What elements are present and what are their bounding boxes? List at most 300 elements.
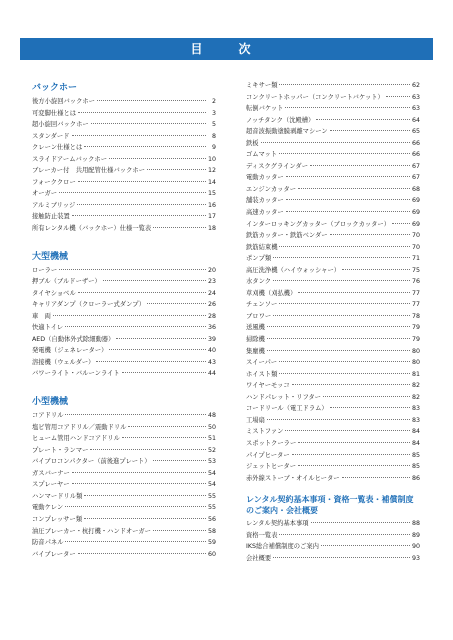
toc-entry[interactable] <box>246 207 420 219</box>
toc-entry-page: 69 <box>411 209 420 217</box>
dot-leader <box>279 373 410 374</box>
dot-leader <box>103 280 206 281</box>
toc-entry[interactable] <box>246 115 420 127</box>
dot-leader <box>77 204 206 205</box>
toc-entry-page: 39 <box>207 335 216 343</box>
dot-leader <box>286 199 410 200</box>
toc-entry[interactable] <box>246 369 420 381</box>
toc-entry-page: 12 <box>207 167 216 175</box>
toc-entry-page: 16 <box>207 201 216 209</box>
toc-entry[interactable] <box>246 288 420 300</box>
toc-entry-page: 10 <box>207 155 216 163</box>
toc-entry-label: 水タンク <box>246 278 272 286</box>
toc-entry-page: 77 <box>411 301 420 309</box>
toc-entry-label: バワーライト・バルーンライト <box>32 370 120 378</box>
dot-leader <box>65 326 206 327</box>
toc-entry[interactable] <box>246 357 420 369</box>
toc-entry[interactable] <box>246 126 420 138</box>
toc-entry-label: スライドアームバックホー <box>32 155 107 163</box>
section-title: 小型機械 <box>32 397 69 408</box>
toc-entry[interactable] <box>32 165 216 177</box>
toc-entry[interactable] <box>246 334 420 346</box>
toc-entry[interactable] <box>246 299 420 311</box>
toc-entry[interactable] <box>246 438 420 450</box>
toc-entry-page: 68 <box>411 185 420 193</box>
toc-entry[interactable] <box>246 530 420 542</box>
section-large-machinery <box>32 251 216 380</box>
toc-entry[interactable] <box>246 230 420 242</box>
dot-leader <box>147 169 206 170</box>
toc-entry-page: 77 <box>411 289 420 297</box>
toc-entry-page: 54 <box>207 469 216 477</box>
toc-entry[interactable] <box>246 80 420 92</box>
toc-entry-page: 70 <box>411 232 420 240</box>
toc-entry-label: スポットクーラー <box>246 439 297 447</box>
toc-entry[interactable] <box>246 541 420 553</box>
dot-leader <box>65 506 206 507</box>
toc-entry-page: 3 <box>211 109 216 117</box>
toc-entry-page: 15 <box>207 190 216 198</box>
toc-entry-label: バイブレーター <box>32 550 76 558</box>
toc-entry-label: ブロワー <box>246 312 272 320</box>
dot-leader <box>279 303 410 304</box>
toc-entry-label: コードリール（電工ドラム） <box>246 405 328 413</box>
toc-entry-page: 55 <box>207 492 216 500</box>
dot-leader <box>96 361 206 362</box>
dot-leader <box>72 135 206 136</box>
toc-entry[interactable] <box>246 322 420 334</box>
dot-leader <box>310 165 410 166</box>
dot-leader <box>330 130 410 131</box>
dot-leader <box>279 534 410 535</box>
dot-leader <box>78 181 206 182</box>
dot-leader <box>153 460 206 461</box>
toc-entry-page: 78 <box>411 312 420 320</box>
toc-entry-page: 50 <box>207 423 216 431</box>
toc-entry-page: 86 <box>411 474 420 482</box>
toc-entry-page: 84 <box>411 439 420 447</box>
toc-entry[interactable] <box>246 450 420 462</box>
dot-leader <box>286 211 410 212</box>
toc-entry[interactable] <box>32 537 216 549</box>
toc-entry[interactable] <box>246 461 420 473</box>
dot-leader <box>298 442 410 443</box>
toc-entry[interactable] <box>32 311 216 323</box>
toc-entry-label: 防音パネル <box>32 539 64 547</box>
toc-entry-label: 発電機（ジェネレーター） <box>32 347 108 355</box>
dot-leader <box>342 477 410 478</box>
toc-entry-label: キャリアダンプ（クローラー式ダンプ） <box>32 301 146 309</box>
toc-entry-page: 63 <box>411 93 420 101</box>
toc-entry[interactable] <box>32 299 216 311</box>
toc-entry[interactable] <box>246 392 420 404</box>
dot-leader <box>128 426 206 427</box>
toc-column-left <box>32 76 216 560</box>
dot-leader <box>59 192 206 193</box>
toc-entry-page: 76 <box>411 278 420 286</box>
toc-entry-label: 快適トイレ <box>32 324 64 332</box>
dot-leader <box>72 483 206 484</box>
toc-entry[interactable] <box>32 334 216 346</box>
dot-leader <box>279 361 410 362</box>
dot-leader <box>84 495 206 496</box>
toc-entry-label: フォーククロー <box>32 178 76 186</box>
toc-entry[interactable] <box>32 368 216 380</box>
dot-leader <box>273 257 410 258</box>
toc-entry[interactable] <box>246 380 420 392</box>
toc-entry[interactable] <box>246 253 420 265</box>
dot-leader <box>392 223 410 224</box>
toc-entry-label: コンプレッサー類 <box>32 515 83 523</box>
toc-entry-label: 油圧ブレーカー・杭打機・ハンドオーガー <box>32 527 151 535</box>
toc-entry-label: ミキサー類 <box>246 82 278 89</box>
toc-entry-page: 85 <box>411 463 420 471</box>
toc-entry-label: 送風機 <box>246 324 265 332</box>
dot-leader <box>330 407 410 408</box>
dot-leader <box>279 246 410 247</box>
dot-leader <box>109 158 206 159</box>
toc-entry-page: 52 <box>207 446 216 454</box>
toc-entry[interactable] <box>32 502 216 514</box>
toc-entry-page: 24 <box>207 289 216 297</box>
toc-entry[interactable] <box>32 433 216 445</box>
toc-entry[interactable] <box>32 108 216 120</box>
toc-entry-label: ハンマードリル類 <box>32 492 83 500</box>
toc-entry-page: 75 <box>411 266 420 274</box>
dot-leader <box>273 315 410 316</box>
toc-entry-page: 88 <box>411 520 420 528</box>
toc-entry-page: 82 <box>411 382 420 390</box>
toc-entry[interactable] <box>32 526 216 538</box>
toc-entry-label: 高圧洗浄機（ハイウォッシャー） <box>246 266 341 274</box>
dot-leader <box>273 557 410 558</box>
toc-entry[interactable] <box>32 276 216 288</box>
toc-entry-label: 会社概要 <box>246 554 272 562</box>
toc-entry[interactable] <box>246 553 420 565</box>
toc-entry[interactable] <box>246 149 420 161</box>
toc-entry[interactable] <box>246 172 420 184</box>
toc-entry-label: 電動ケレン <box>32 504 64 512</box>
toc-entry-page: 83 <box>411 416 420 424</box>
section-rental-info <box>246 494 420 564</box>
toc-entry[interactable] <box>246 403 420 415</box>
toc-entry[interactable] <box>32 96 216 108</box>
dot-leader <box>53 315 206 316</box>
toc-entry-page: 8 <box>211 132 216 140</box>
toc-entry-page: 67 <box>411 162 420 170</box>
toc-entry-label: 掃除機 <box>246 336 265 344</box>
dot-leader <box>78 553 206 554</box>
dot-leader <box>72 215 206 216</box>
toc-entry[interactable] <box>246 138 420 150</box>
toc-entry-label: ポンプ類 <box>246 255 272 263</box>
toc-entry-page: 53 <box>207 458 216 466</box>
toc-entry-label: 超音波振動塗膜剥離マシーン <box>246 128 328 136</box>
toc-entry-label: 鉄板 <box>246 139 259 147</box>
toc-entry-label: ワイヤーモッコ <box>246 382 290 390</box>
toc-entry-page: 63 <box>411 105 420 113</box>
toc-entry-label: ディスクグラインダー <box>246 162 309 170</box>
toc-entry-label: バイブロコンパクター（前後進プレート） <box>32 458 151 466</box>
dot-leader <box>72 472 206 473</box>
dot-leader <box>279 153 410 154</box>
dot-leader <box>273 280 410 281</box>
toc-entry[interactable] <box>246 426 420 438</box>
section-small-machinery <box>32 396 216 560</box>
toc-entry-page: 66 <box>411 139 420 147</box>
toc-entry-label: 集塵機 <box>246 347 265 355</box>
toc-entry-label: アルミブリッジ <box>32 201 76 209</box>
dot-leader <box>321 545 410 546</box>
toc-entry-page: 26 <box>207 301 216 309</box>
toc-entry-page: 54 <box>207 481 216 489</box>
dot-leader <box>285 107 410 108</box>
toc-entry[interactable] <box>246 518 420 530</box>
toc-entry-label: AED（自動体外式除細動器） <box>32 335 115 343</box>
section-title: 大型機械 <box>32 251 69 262</box>
toc-entry-page: 89 <box>411 531 420 539</box>
toc-entry-label: 溶接機（ウェルダー） <box>32 358 95 366</box>
toc-entry[interactable] <box>246 161 420 173</box>
toc-entry-page: 5 <box>211 121 216 129</box>
dot-leader <box>261 142 410 143</box>
toc-entry-label: ゴムマット <box>246 151 278 159</box>
toc-entry[interactable] <box>32 265 216 277</box>
toc-entry-label: ガスバーナー <box>32 469 70 477</box>
dot-leader <box>109 349 206 350</box>
toc-entry-label: スプレーヤー <box>32 481 70 489</box>
toc-entry[interactable] <box>32 445 216 457</box>
dot-leader <box>153 530 206 531</box>
dot-leader <box>316 119 410 120</box>
section-title: レンタル契約基本事項・資格一覧表・補償制度のご案内・会社概要 <box>246 495 414 516</box>
dot-leader <box>330 234 410 235</box>
section-misc-equipment <box>246 80 420 484</box>
dot-leader <box>386 96 410 97</box>
toc-entry-label: スタンダード <box>32 132 70 140</box>
toc-entry-page: 67 <box>411 174 420 182</box>
dot-leader <box>122 372 206 373</box>
toc-entry[interactable] <box>32 479 216 491</box>
dot-leader <box>298 292 410 293</box>
toc-entry[interactable] <box>246 415 420 427</box>
toc-entry[interactable] <box>32 410 216 422</box>
toc-entry-label: オーガー <box>32 190 58 198</box>
dot-leader <box>97 100 206 101</box>
toc-entry[interactable] <box>32 468 216 480</box>
dot-leader <box>292 384 410 385</box>
toc-entry-page: 80 <box>411 347 420 355</box>
section-backhoe <box>32 82 216 235</box>
toc-entry-page: 79 <box>411 336 420 344</box>
toc-entry-page: 62 <box>411 82 420 89</box>
dot-leader <box>147 303 206 304</box>
dot-leader <box>91 123 206 124</box>
toc-entry[interactable] <box>32 345 216 357</box>
dot-leader <box>116 338 206 339</box>
toc-entry-label: ホイスト類 <box>246 370 278 378</box>
toc-entry-label: 接触防止装置 <box>32 213 70 221</box>
toc-entry-label: ミストファン <box>246 428 284 436</box>
dot-leader <box>279 84 410 85</box>
page-title: 目 次 <box>20 38 433 60</box>
toc-entry-page: 14 <box>207 178 216 186</box>
toc-entry-label: 資格一覧表 <box>246 531 278 539</box>
toc-entry[interactable] <box>32 154 216 166</box>
toc-entry-page: 20 <box>207 266 216 274</box>
toc-entry[interactable] <box>32 177 216 189</box>
toc-entry[interactable] <box>246 473 420 485</box>
toc-entry-page: 40 <box>207 347 216 355</box>
toc-entry-page: 36 <box>207 324 216 332</box>
toc-entry-page: 2 <box>211 98 216 105</box>
dot-leader <box>65 414 206 415</box>
dot-leader <box>298 465 410 466</box>
toc-entry[interactable] <box>32 119 216 131</box>
toc-entry-label: パイプヒーター <box>246 451 290 459</box>
toc-entry-label: チェンソー <box>246 301 278 309</box>
toc-entry[interactable] <box>32 422 216 434</box>
toc-entry-label: 転倒バケット <box>246 105 284 113</box>
toc-entry-page: 69 <box>411 197 420 205</box>
toc-entry[interactable] <box>32 142 216 154</box>
toc-entry[interactable] <box>246 276 420 288</box>
toc-entry-label: ハンドパレット・リフター <box>246 393 321 401</box>
toc-entry-label: ノッチタンク（沈殿槽） <box>246 116 315 124</box>
toc-entry-page: 82 <box>411 393 420 401</box>
toc-entry-page: 17 <box>207 213 216 221</box>
dot-leader <box>298 188 410 189</box>
toc-entry-label: 電動カッター <box>246 174 284 182</box>
toc-entry-page: 65 <box>411 128 420 136</box>
toc-entry-page: 55 <box>207 504 216 512</box>
toc-entry[interactable] <box>32 322 216 334</box>
dot-leader <box>78 112 206 113</box>
toc-entry[interactable] <box>246 92 420 104</box>
toc-entry-label: 草刈機（刈払機） <box>246 289 297 297</box>
dot-leader <box>122 437 206 438</box>
toc-entry[interactable] <box>32 288 216 300</box>
toc-entry-page: 43 <box>207 358 216 366</box>
toc-entry[interactable] <box>32 549 216 561</box>
dot-leader <box>342 269 410 270</box>
toc-entry[interactable] <box>32 200 216 212</box>
toc-entry-label: 超小旋回バックホー <box>32 121 89 129</box>
toc-entry[interactable] <box>32 131 216 143</box>
dot-leader <box>285 430 410 431</box>
toc-entry-page: 85 <box>411 451 420 459</box>
toc-entry-page: 9 <box>211 144 216 152</box>
toc-entry-label: 車 両 <box>32 312 51 320</box>
toc-entry-page: 80 <box>411 359 420 367</box>
toc-entry-label: 後方小旋回バックホー <box>32 98 95 105</box>
dot-leader <box>90 449 206 450</box>
section-title: バックホー <box>32 83 78 93</box>
toc-entry-page: 71 <box>411 255 420 263</box>
toc-entry-page: 58 <box>207 527 216 535</box>
toc-entry-label: スイーパー <box>246 359 278 367</box>
toc-entry-label: ヒューム管用ハンドコアドリル <box>32 435 120 443</box>
dot-leader <box>267 419 410 420</box>
toc-entry-label: 鉄筋カッター・鉄筋ベンダー <box>246 232 328 240</box>
toc-entry[interactable] <box>32 491 216 503</box>
dot-leader <box>292 454 410 455</box>
toc-entry-label: 押ブル（ブルドーザー） <box>32 278 101 286</box>
toc-entry-page: 90 <box>411 543 420 551</box>
dot-leader <box>286 176 410 177</box>
toc-entry[interactable] <box>246 103 420 115</box>
toc-entry-label: 塩ビ管用コアドリル／震動ドリル <box>32 423 127 431</box>
dot-leader <box>323 396 410 397</box>
toc-entry-label: レンタル契約基本事項 <box>246 520 309 528</box>
toc-entry-page: 79 <box>411 324 420 332</box>
dot-leader <box>311 522 410 523</box>
dot-leader <box>59 269 206 270</box>
toc-entry-page: 18 <box>207 225 216 233</box>
toc-entry-page: 93 <box>411 554 420 562</box>
toc-entry[interactable] <box>32 211 216 223</box>
toc-entry-page: 59 <box>207 539 216 547</box>
toc-entry-label: 舗装カッター <box>246 197 284 205</box>
toc-entry-label: コンクリートホッパー（コンクリートバケット） <box>246 93 384 101</box>
toc-entry-page: 69 <box>411 220 420 228</box>
toc-entry[interactable] <box>32 223 216 235</box>
toc-entry-label: 鉄筋結束機 <box>246 243 278 251</box>
toc-entry-page: 44 <box>207 370 216 378</box>
toc-entry-label: エンジンカッター <box>246 185 296 193</box>
toc-entry-page: 28 <box>207 312 216 320</box>
toc-entry[interactable] <box>32 514 216 526</box>
toc-entry-label: 赤外線ストーブ・オイルヒーター <box>246 474 340 482</box>
toc-entry-label: 工場扇 <box>246 416 265 424</box>
toc-entry[interactable] <box>246 184 420 196</box>
toc-entry[interactable] <box>32 456 216 468</box>
toc-entry-label: タイヤショベル <box>32 289 76 297</box>
dot-leader <box>267 338 410 339</box>
dot-leader <box>84 518 206 519</box>
toc-entry-label: インターロッキングカッター（ブロックカッター） <box>246 220 391 228</box>
toc-entry-page: 48 <box>207 412 216 420</box>
toc-entry[interactable] <box>246 195 420 207</box>
toc-entry-label: クレーン仕様とは <box>32 144 83 152</box>
dot-leader <box>153 227 206 228</box>
dot-leader <box>267 326 410 327</box>
toc-entry-page: 60 <box>207 550 216 558</box>
toc-entry[interactable] <box>32 188 216 200</box>
toc-entry-label: ブレーカー付 共用配管仕様バックホー <box>32 167 145 175</box>
toc-entry-page: 70 <box>411 243 420 251</box>
toc-entry-label: ジェットヒーター <box>246 463 296 471</box>
toc-entry-label: コアドリル <box>32 412 64 420</box>
toc-entry-page: 64 <box>411 116 420 124</box>
dot-leader <box>78 292 206 293</box>
toc-entry[interactable] <box>246 265 420 277</box>
toc-column-right <box>246 76 420 564</box>
toc-entry-page: 51 <box>207 435 216 443</box>
toc-entry-label: 可変脚仕様とは <box>32 109 77 117</box>
toc-entry-page: 23 <box>207 278 216 286</box>
toc-entry[interactable] <box>246 219 420 231</box>
toc-entry[interactable] <box>246 242 420 254</box>
toc-entry-label: 所有レンタル機（バックホー）仕様一覧表 <box>32 225 152 233</box>
toc-entry[interactable] <box>246 311 420 323</box>
toc-entry[interactable] <box>246 346 420 358</box>
dot-leader <box>267 350 410 351</box>
toc-entry-page: 56 <box>207 515 216 523</box>
toc-entry-page: 81 <box>411 370 420 378</box>
toc-entry[interactable] <box>32 357 216 369</box>
toc-entry-page: 84 <box>411 428 420 436</box>
